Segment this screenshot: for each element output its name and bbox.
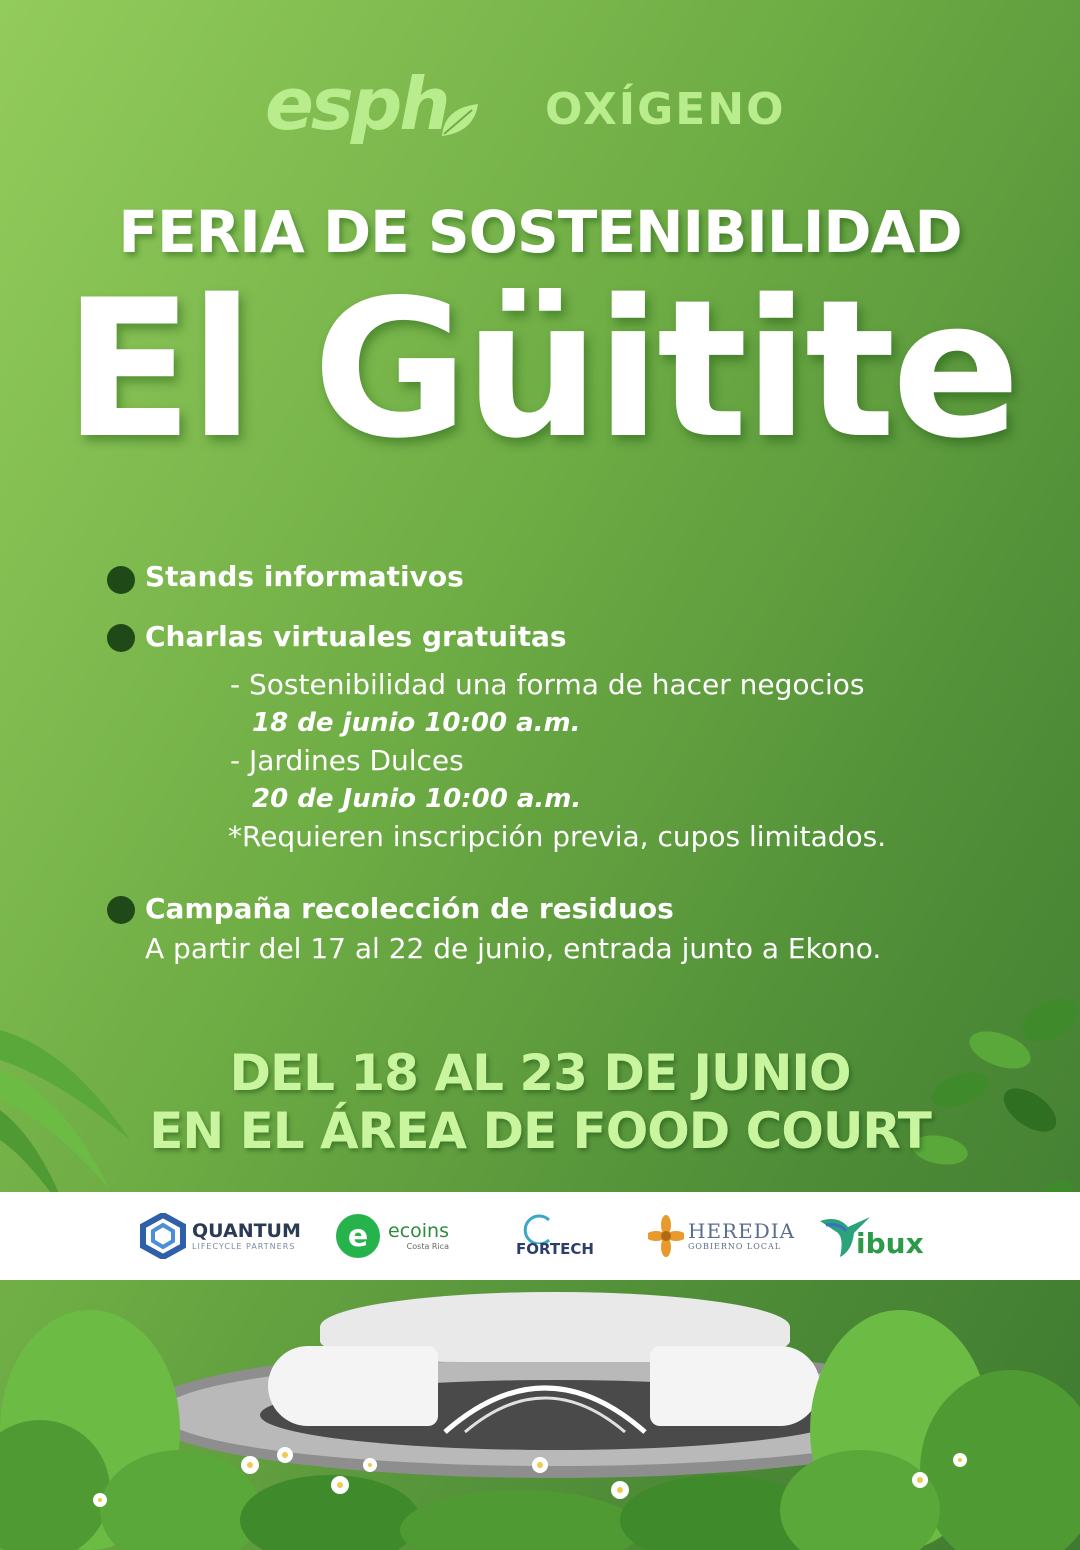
activity-campaign: Campaña recolección de residuos bbox=[145, 892, 674, 925]
heredia-name: HEREDIA bbox=[688, 1219, 796, 1243]
heredia-flower-icon bbox=[648, 1213, 684, 1259]
activity-stands: Stands informativos bbox=[145, 560, 464, 593]
bottom-foliage-decoration bbox=[0, 1260, 1080, 1550]
fortech-name: FORTECH bbox=[516, 1240, 594, 1258]
event-title: El Güitite bbox=[63, 259, 1017, 480]
talk-2-title: - Jardines Dulces bbox=[230, 744, 464, 777]
event-location: EN EL ÁREA DE FOOD COURT bbox=[149, 1102, 931, 1160]
quantum-logo-icon bbox=[140, 1213, 186, 1259]
event-subtitle: FERIA DE SOSTENIBILIDAD bbox=[118, 198, 962, 266]
ecoins-subtitle: Costa Rica bbox=[406, 1241, 449, 1251]
ecoins-name: ecoins bbox=[388, 1219, 449, 1242]
campaign-detail: A partir del 17 al 22 de junio, entrada junto a Ekono. bbox=[145, 932, 882, 965]
bullet-icon bbox=[107, 566, 135, 594]
event-dates: DEL 18 AL 23 DE JUNIO bbox=[229, 1044, 851, 1102]
ibux-name: ibux bbox=[856, 1226, 924, 1260]
talk-1-date: 18 de junio 10:00 a.m. bbox=[252, 708, 581, 738]
quantum-name: QUANTUM bbox=[192, 1219, 301, 1242]
activity-charlas: Charlas virtuales gratuitas bbox=[145, 620, 567, 653]
talk-2-date: 20 de Junio 10:00 a.m. bbox=[252, 784, 582, 814]
esph-logo: esph bbox=[265, 62, 448, 146]
ecoins-logo-icon: e bbox=[336, 1214, 380, 1258]
talk-1-title: - Sostenibilidad una forma de hacer negocios bbox=[230, 668, 865, 701]
heredia-subtitle: GOBIERNO LOCAL bbox=[688, 1242, 782, 1251]
leaf-icon bbox=[438, 100, 484, 142]
bullet-icon bbox=[107, 896, 135, 924]
bullet-icon bbox=[107, 624, 135, 652]
oxigeno-logo: OXÍGENO bbox=[545, 84, 786, 135]
quantum-subtitle: LIFECYCLE PARTNERS bbox=[192, 1241, 296, 1251]
registration-note: *Requieren inscripción previa, cupos limitados. bbox=[228, 820, 887, 853]
